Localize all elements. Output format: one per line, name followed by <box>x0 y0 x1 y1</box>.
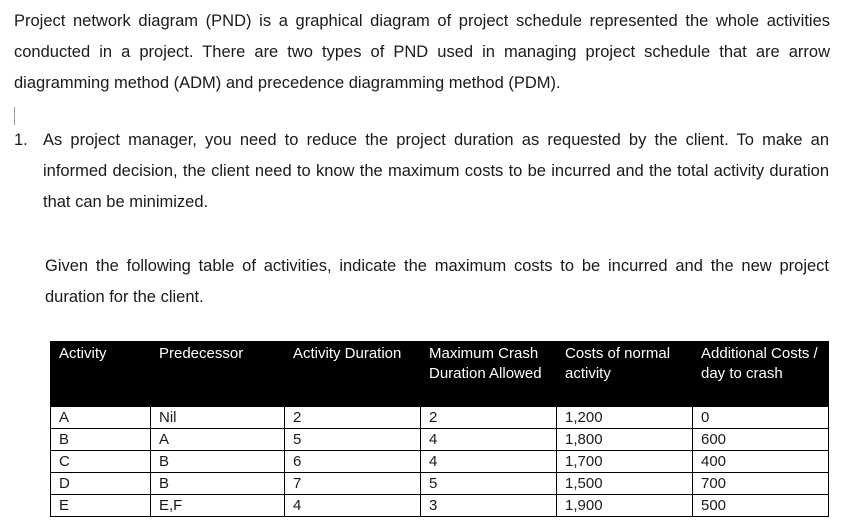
table-cell: A <box>51 407 151 429</box>
table-row <box>51 407 829 429</box>
table-row <box>51 473 829 495</box>
table-cell: B <box>51 429 151 451</box>
table-cell: Nil <box>151 407 285 429</box>
header-additional-cost: Additional Costs / day to crash <box>693 342 829 407</box>
table-cell: 600 <box>693 429 829 451</box>
table-cell: B <box>151 473 285 495</box>
header-max-crash-duration: Maximum Crash Duration Allowed <box>421 342 557 407</box>
table-header-row <box>51 342 829 407</box>
table-cell: E,F <box>151 495 285 517</box>
table-cell: 0 <box>693 407 829 429</box>
table-cell: 700 <box>693 473 829 495</box>
table-row <box>51 495 829 517</box>
header-normal-cost: Costs of normal activity <box>557 342 693 407</box>
table-cell: 1,200 <box>557 407 693 429</box>
given-text: Given the following table of activities, indicate the maximum costs to be incurred and the new project duration for the client. <box>45 257 829 306</box>
intro-paragraph: Project network diagram (PND) is a graphical diagram of project schedule represented the whole activities conducted in a project. There are two types of PND used in managing project schedule that are arrow diagramming method (ADM) and precedence diagramming method (PDM). <box>14 12 830 92</box>
header-activity: Activity <box>51 342 151 407</box>
table-cell: B <box>151 451 285 473</box>
header-activity-duration: Activity Duration <box>285 342 421 407</box>
table-cell: 1,900 <box>557 495 693 517</box>
table-row <box>51 429 829 451</box>
table-cell: 500 <box>693 495 829 517</box>
table-cell: 5 <box>421 473 557 495</box>
text-cursor <box>14 107 15 125</box>
table-row <box>51 451 829 473</box>
table-cell: 4 <box>285 495 421 517</box>
table-cell: D <box>51 473 151 495</box>
table-cell: 5 <box>285 429 421 451</box>
question-number: 1. <box>14 131 28 149</box>
question-text: As project manager, you need to reduce the project duration as requested by the client. To make an informed decision, the client need to know the maximum costs to be incurred and the total activity duration that can be minimized. <box>43 131 829 211</box>
table-cell: A <box>151 429 285 451</box>
table-cell: 1,700 <box>557 451 693 473</box>
table-cell: C <box>51 451 151 473</box>
table-cell: 3 <box>421 495 557 517</box>
table-cell: 2 <box>421 407 557 429</box>
table-cell: E <box>51 495 151 517</box>
table-cell: 6 <box>285 451 421 473</box>
table-cell: 400 <box>693 451 829 473</box>
header-predecessor: Predecessor <box>151 342 285 407</box>
table-cell: 1,800 <box>557 429 693 451</box>
table-cell: 1,500 <box>557 473 693 495</box>
table-cell: 2 <box>285 407 421 429</box>
table-cell: 4 <box>421 429 557 451</box>
activities-table <box>50 341 829 517</box>
table-cell: 7 <box>285 473 421 495</box>
table-cell: 4 <box>421 451 557 473</box>
